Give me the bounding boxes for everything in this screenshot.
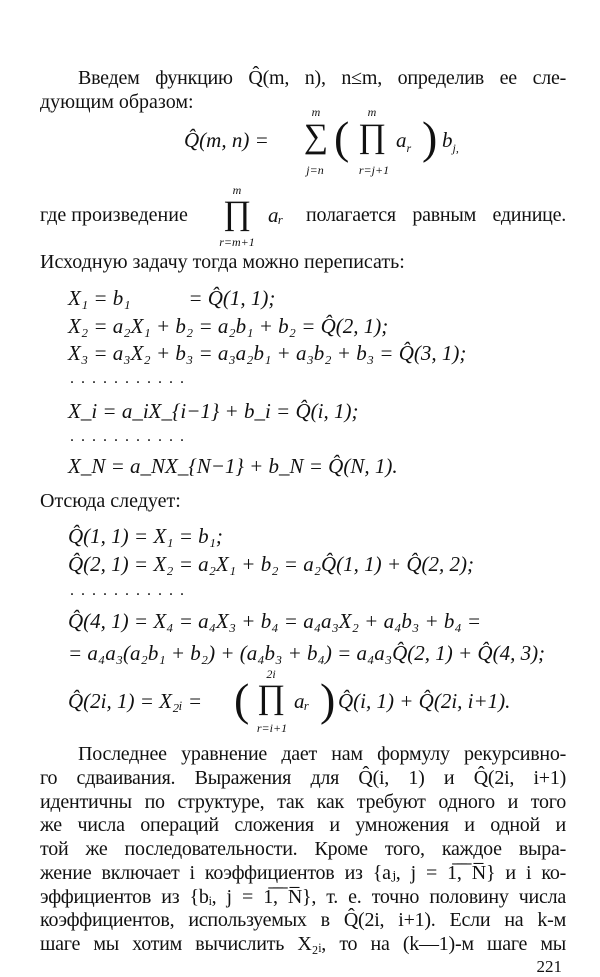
left-paren: ( bbox=[234, 674, 250, 725]
equation-x1: X₁ = b₁ = Q̂(1, 1); bbox=[68, 286, 276, 310]
text-line: полагается равным единице. bbox=[306, 204, 566, 226]
paragraph-line: Последнее уравнение дает нам формулу рекурсивно- bbox=[78, 743, 566, 765]
paragraph-line: го сдваивания. Выражения для Q̂(i, 1) и Q̂(2i, i+1) bbox=[40, 767, 566, 789]
inline-prod-lower: r=m+1 bbox=[219, 235, 255, 249]
sum-tail bbox=[442, 128, 459, 160]
ellipsis-row: ........... bbox=[70, 370, 191, 387]
term-sub: r bbox=[406, 141, 412, 156]
paragraph-line: той же последовательности. Кроме того, каждое выра- bbox=[40, 838, 566, 860]
paragraph-line: идентичны по структуре, так как требуют одного и того bbox=[40, 791, 566, 813]
equation-q41-cont: = a₄a₃(a₂b₁ + b₂) + (a₄b₃ + b₄) = a₄a₃Q̂(2, 1) + Q̂(4, 3); bbox=[68, 641, 546, 665]
prod-lower-limit: r=j+1 bbox=[358, 163, 390, 177]
inline-prod-upper: m bbox=[232, 183, 242, 197]
formula-lhs: Q̂(2i, 1) = X₂ᵢ = bbox=[68, 689, 203, 713]
left-paren: ( bbox=[334, 112, 350, 163]
equation-q41: Q̂(4, 1) = X₄ = a₄X₃ + b₄ = a₄a₃X₂ + a₄b₃ + b₄ = bbox=[68, 609, 482, 633]
right-paren: ) bbox=[422, 112, 438, 163]
paragraph-line: шаге мы хотим вычислить X₂ᵢ, то на (k—1)-м шаге мы bbox=[40, 933, 566, 955]
equation-xn: X_N = a_NX_{N−1} + b_N = Q̂(N, 1). bbox=[68, 454, 398, 478]
term: a bbox=[396, 128, 407, 152]
text-line: Исходную задачу тогда можно переписать: bbox=[40, 251, 405, 273]
product-icon: ∏ bbox=[358, 118, 386, 155]
product-term bbox=[396, 128, 411, 160]
ellipsis-row: ........... bbox=[70, 428, 191, 445]
paragraph-line: коэффициентов, используемых в Q̂(2i, i+1). Если на k-м bbox=[40, 909, 566, 931]
text-line: Введем функцию Q̂(m, n), n≤m, определив ее сле- bbox=[78, 67, 566, 89]
paragraph-line: жение включает i коэффициентов из {aⱼ, j = 1̅,̅ ̅N̅} и i ко- bbox=[40, 862, 566, 884]
equation-xi: X_i = a_iX_{i−1} + b_i = Q̂(i, 1); bbox=[68, 399, 359, 423]
equation-q11: Q̂(1, 1) = X₁ = b₁; bbox=[68, 524, 223, 548]
right-paren: ) bbox=[320, 674, 336, 725]
formula-lhs: Q̂(m, n) = bbox=[184, 128, 269, 152]
product-icon: ∏ bbox=[223, 195, 251, 232]
equation-q21: Q̂(2, 1) = X₂ = a₂X₁ + b₂ = a₂Q̂(1, 1) + Q̂(2, 2); bbox=[68, 552, 474, 576]
paragraph-line: эффициентов из {bᵢ, j = 1̅,̅ ̅N̅}, т. е. точно половину числа bbox=[40, 886, 566, 908]
prod-upper-limit: m bbox=[367, 105, 377, 119]
text-line: где произведение bbox=[40, 204, 188, 226]
sum-upper-limit: m bbox=[311, 105, 321, 119]
text-line: Отсюда следует: bbox=[40, 490, 181, 512]
paragraph-line: же числа операций сложения и умножения и одной и bbox=[40, 814, 566, 836]
tail: b bbox=[442, 128, 453, 152]
prod-upper-limit: 2i bbox=[266, 667, 276, 681]
equation-x2: X₂ = a₂X₁ + b₂ = a₂b₁ + b₂ = Q̂(2, 1); bbox=[68, 314, 389, 338]
product-icon: ∏ bbox=[257, 679, 285, 716]
ellipsis-row: ........... bbox=[70, 582, 191, 599]
sum-icon: ∑ bbox=[303, 118, 329, 155]
prod-lower-limit: r=i+1 bbox=[256, 721, 288, 735]
sum-lower-limit: j=n bbox=[306, 163, 324, 177]
equation-x3: X₃ = a₃X₂ + b₃ = a₃a₂b₁ + a₃b₂ + b₃ = Q̂(3, 1); bbox=[68, 341, 467, 365]
tail-sub: j, bbox=[452, 141, 459, 156]
formula-rhs: Q̂(i, 1) + Q̂(2i, i+1). bbox=[338, 689, 511, 713]
text-line: дующим образом: bbox=[40, 91, 194, 113]
product-term: aᵣ bbox=[294, 689, 310, 713]
inline-prod-term: aᵣ bbox=[268, 203, 284, 227]
page-number: 221 bbox=[536, 957, 562, 976]
